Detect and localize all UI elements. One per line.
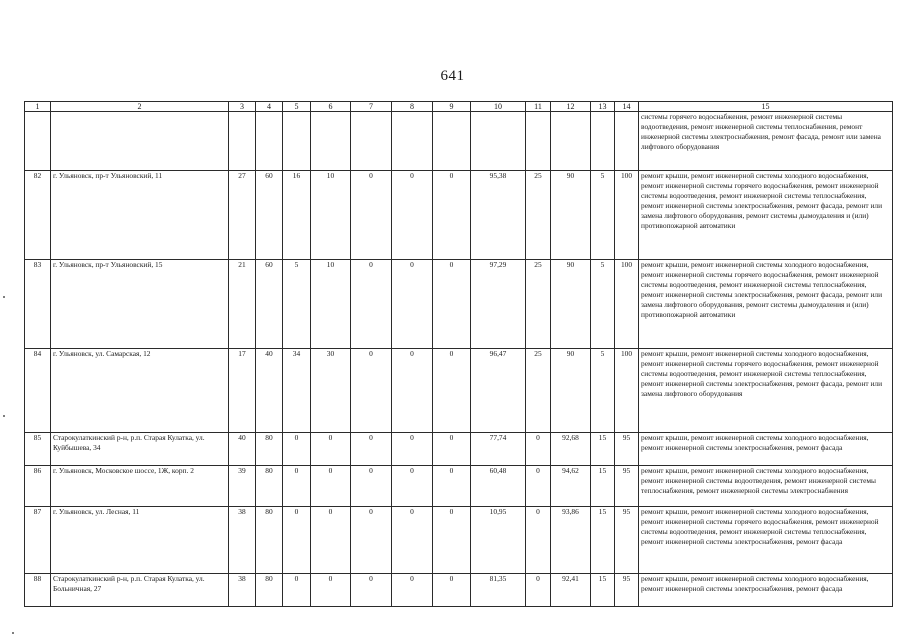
works-cell: ремонт крыши, ремонт инженерной системы холодного водоснабжения, ремонт инженерной системы горячего водоснабжения, ремонт инженерной системы водоотведения, ремонт инженерной системы теплоснабжения, ремонт инженерной системы электроснабжения, ремонт фасада, ремонт или замена лифтового оборудования, ремонт системы дымоудаления и (или) противопожарной автоматики — [639, 260, 893, 349]
value-cell-c7: 0 — [351, 507, 392, 574]
column-header: 6 — [311, 102, 351, 112]
value-cell-c6: 0 — [311, 466, 351, 507]
value-cell-c6: 10 — [311, 171, 351, 260]
value-cell-c10: 96,47 — [471, 349, 526, 433]
table-row — [25, 349, 893, 433]
capital-repair-table — [24, 101, 893, 607]
address-cell: Старокулаткинский р-н, р.п. Старая Кулатка, ул. Куйбышева, 34 — [51, 433, 229, 466]
value-cell-c7: 0 — [351, 349, 392, 433]
table-row — [25, 260, 893, 349]
value-cell-c9: 0 — [433, 466, 471, 507]
value-cell-c3: 40 — [229, 433, 256, 466]
column-header: 5 — [283, 102, 311, 112]
row-index: 84 — [25, 349, 51, 433]
value-cell-c11 — [526, 112, 551, 171]
value-cell-c4: 60 — [256, 260, 283, 349]
value-cell-c12: 93,86 — [551, 507, 591, 574]
value-cell-c13: 15 — [591, 574, 615, 607]
value-cell-c9 — [433, 112, 471, 171]
value-cell-c3: 27 — [229, 171, 256, 260]
value-cell-c9: 0 — [433, 433, 471, 466]
value-cell-c3: 38 — [229, 574, 256, 607]
value-cell-c6: 30 — [311, 349, 351, 433]
value-cell-c13: 5 — [591, 349, 615, 433]
column-header: 9 — [433, 102, 471, 112]
row-index: 82 — [25, 171, 51, 260]
address-cell: г. Ульяновск, пр-т Ульяновский, 15 — [51, 260, 229, 349]
column-header: 13 — [591, 102, 615, 112]
value-cell-c12: 90 — [551, 260, 591, 349]
address-cell: Старокулаткинский р-н, р.п. Старая Кулатка, ул. Больничная, 27 — [51, 574, 229, 607]
value-cell-c13: 5 — [591, 171, 615, 260]
column-number-row — [25, 102, 893, 112]
value-cell-c8: 0 — [392, 349, 433, 433]
column-header: 4 — [256, 102, 283, 112]
table-row — [25, 171, 893, 260]
value-cell-c10: 10,95 — [471, 507, 526, 574]
value-cell-c8: 0 — [392, 507, 433, 574]
value-cell-c12: 92,68 — [551, 433, 591, 466]
table-row — [25, 433, 893, 466]
value-cell-c7: 0 — [351, 433, 392, 466]
value-cell-c14: 95 — [615, 507, 639, 574]
value-cell-c11: 0 — [526, 466, 551, 507]
value-cell-c11: 0 — [526, 507, 551, 574]
value-cell-c7: 0 — [351, 171, 392, 260]
works-cell: ремонт крыши, ремонт инженерной системы холодного водоснабжения, ремонт инженерной системы электроснабжения, ремонт фасада — [639, 574, 893, 607]
value-cell-c12 — [551, 112, 591, 171]
value-cell-c12: 92,41 — [551, 574, 591, 607]
works-cell: ремонт крыши, ремонт инженерной системы холодного водоснабжения, ремонт инженерной системы горячего водоснабжения, ремонт инженерной системы водоотведения, ремонт инженерной системы теплоснабжения, ремонт инженерной системы электроснабжения, ремонт фасада, ремонт или замена лифтового оборудования — [639, 349, 893, 433]
value-cell-c5 — [283, 112, 311, 171]
value-cell-c10 — [471, 112, 526, 171]
column-header: 15 — [639, 102, 893, 112]
value-cell-c13 — [591, 112, 615, 171]
row-index: 86 — [25, 466, 51, 507]
value-cell-c5: 0 — [283, 433, 311, 466]
value-cell-c10: 60,48 — [471, 466, 526, 507]
value-cell-c5: 0 — [283, 574, 311, 607]
works-cell: ремонт крыши, ремонт инженерной системы холодного водоснабжения, ремонт инженерной системы горячего водоснабжения, ремонт инженерной системы водоотведения, ремонт инженерной системы теплоснабжения, ремонт инженерной системы электроснабжения, ремонт фасада — [639, 507, 893, 574]
value-cell-c4: 80 — [256, 433, 283, 466]
row-index: 88 — [25, 574, 51, 607]
value-cell-c13: 15 — [591, 433, 615, 466]
value-cell-c3: 39 — [229, 466, 256, 507]
value-cell-c8: 0 — [392, 574, 433, 607]
column-header: 12 — [551, 102, 591, 112]
value-cell-c5: 0 — [283, 507, 311, 574]
column-header: 10 — [471, 102, 526, 112]
scan-speck — [3, 296, 5, 298]
row-index: 83 — [25, 260, 51, 349]
value-cell-c4: 80 — [256, 574, 283, 607]
value-cell-c12: 90 — [551, 171, 591, 260]
value-cell-c4: 40 — [256, 349, 283, 433]
value-cell-c7: 0 — [351, 574, 392, 607]
column-header: 14 — [615, 102, 639, 112]
value-cell-c7: 0 — [351, 260, 392, 349]
address-cell: г. Ульяновск, Московское шоссе, 1Ж, корп. 2 — [51, 466, 229, 507]
works-cell: ремонт крыши, ремонт инженерной системы холодного водоснабжения, ремонт инженерной системы электроснабжения, ремонт фасада — [639, 433, 893, 466]
scan-speck — [12, 632, 14, 634]
value-cell-c5: 0 — [283, 466, 311, 507]
value-cell-c6: 0 — [311, 433, 351, 466]
row-index: 87 — [25, 507, 51, 574]
value-cell-c14: 100 — [615, 171, 639, 260]
value-cell-c3 — [229, 112, 256, 171]
value-cell-c13: 15 — [591, 466, 615, 507]
value-cell-c8: 0 — [392, 260, 433, 349]
value-cell-c5: 5 — [283, 260, 311, 349]
column-header: 7 — [351, 102, 392, 112]
value-cell-c14 — [615, 112, 639, 171]
column-header: 3 — [229, 102, 256, 112]
value-cell-c4: 80 — [256, 466, 283, 507]
address-cell — [51, 112, 229, 171]
value-cell-c9: 0 — [433, 507, 471, 574]
value-cell-c14: 95 — [615, 433, 639, 466]
table-row — [25, 507, 893, 574]
value-cell-c11: 25 — [526, 260, 551, 349]
works-cell: ремонт крыши, ремонт инженерной системы холодного водоснабжения, ремонт инженерной системы горячего водоснабжения, ремонт инженерной системы водоотведения, ремонт инженерной системы теплоснабжения, ремонт инженерной системы электроснабжения, ремонт фасада, ремонт или замена лифтового оборудования, ремонт системы дымоудаления и (или) противопожарной автоматики — [639, 171, 893, 260]
value-cell-c7 — [351, 112, 392, 171]
value-cell-c12: 90 — [551, 349, 591, 433]
value-cell-c10: 81,35 — [471, 574, 526, 607]
value-cell-c4: 60 — [256, 171, 283, 260]
row-index — [25, 112, 51, 171]
value-cell-c8: 0 — [392, 171, 433, 260]
value-cell-c8 — [392, 112, 433, 171]
column-header: 11 — [526, 102, 551, 112]
value-cell-c9: 0 — [433, 260, 471, 349]
value-cell-c10: 77,74 — [471, 433, 526, 466]
value-cell-c12: 94,62 — [551, 466, 591, 507]
address-cell: г. Ульяновск, ул. Самарская, 12 — [51, 349, 229, 433]
value-cell-c4: 80 — [256, 507, 283, 574]
value-cell-c6: 0 — [311, 574, 351, 607]
table-row — [25, 574, 893, 607]
value-cell-c11: 0 — [526, 433, 551, 466]
value-cell-c9: 0 — [433, 574, 471, 607]
value-cell-c10: 95,38 — [471, 171, 526, 260]
value-cell-c3: 38 — [229, 507, 256, 574]
value-cell-c8: 0 — [392, 466, 433, 507]
column-header: 8 — [392, 102, 433, 112]
works-cell: системы горячего водоснабжения, ремонт инженерной системы водоотведения, ремонт инженерной системы теплоснабжения, ремонт инженерной системы электроснабжения, ремонт фасада, ремонт или замена лифтового оборудования — [639, 112, 893, 171]
value-cell-c11: 25 — [526, 171, 551, 260]
value-cell-c6: 10 — [311, 260, 351, 349]
value-cell-c11: 25 — [526, 349, 551, 433]
scan-speck — [3, 415, 5, 417]
value-cell-c13: 15 — [591, 507, 615, 574]
value-cell-c14: 95 — [615, 466, 639, 507]
value-cell-c9: 0 — [433, 349, 471, 433]
table-row — [25, 466, 893, 507]
value-cell-c4 — [256, 112, 283, 171]
value-cell-c3: 21 — [229, 260, 256, 349]
value-cell-c7: 0 — [351, 466, 392, 507]
works-cell: ремонт крыши, ремонт инженерной системы холодного водоснабжения, ремонт инженерной системы водоотведения, ремонт инженерной системы теплоснабжения, ремонт инженерной системы электроснабжения — [639, 466, 893, 507]
table-row — [25, 112, 893, 171]
row-index: 85 — [25, 433, 51, 466]
page-number: 641 — [440, 68, 465, 84]
value-cell-c3: 17 — [229, 349, 256, 433]
value-cell-c14: 95 — [615, 574, 639, 607]
column-header: 1 — [25, 102, 51, 112]
value-cell-c6 — [311, 112, 351, 171]
address-cell: г. Ульяновск, ул. Лесная, 11 — [51, 507, 229, 574]
value-cell-c10: 97,29 — [471, 260, 526, 349]
value-cell-c5: 34 — [283, 349, 311, 433]
value-cell-c6: 0 — [311, 507, 351, 574]
value-cell-c9: 0 — [433, 171, 471, 260]
value-cell-c5: 16 — [283, 171, 311, 260]
address-cell: г. Ульяновск, пр-т Ульяновский, 11 — [51, 171, 229, 260]
value-cell-c14: 100 — [615, 260, 639, 349]
column-header: 2 — [51, 102, 229, 112]
value-cell-c8: 0 — [392, 433, 433, 466]
value-cell-c11: 0 — [526, 574, 551, 607]
value-cell-c13: 5 — [591, 260, 615, 349]
value-cell-c14: 100 — [615, 349, 639, 433]
